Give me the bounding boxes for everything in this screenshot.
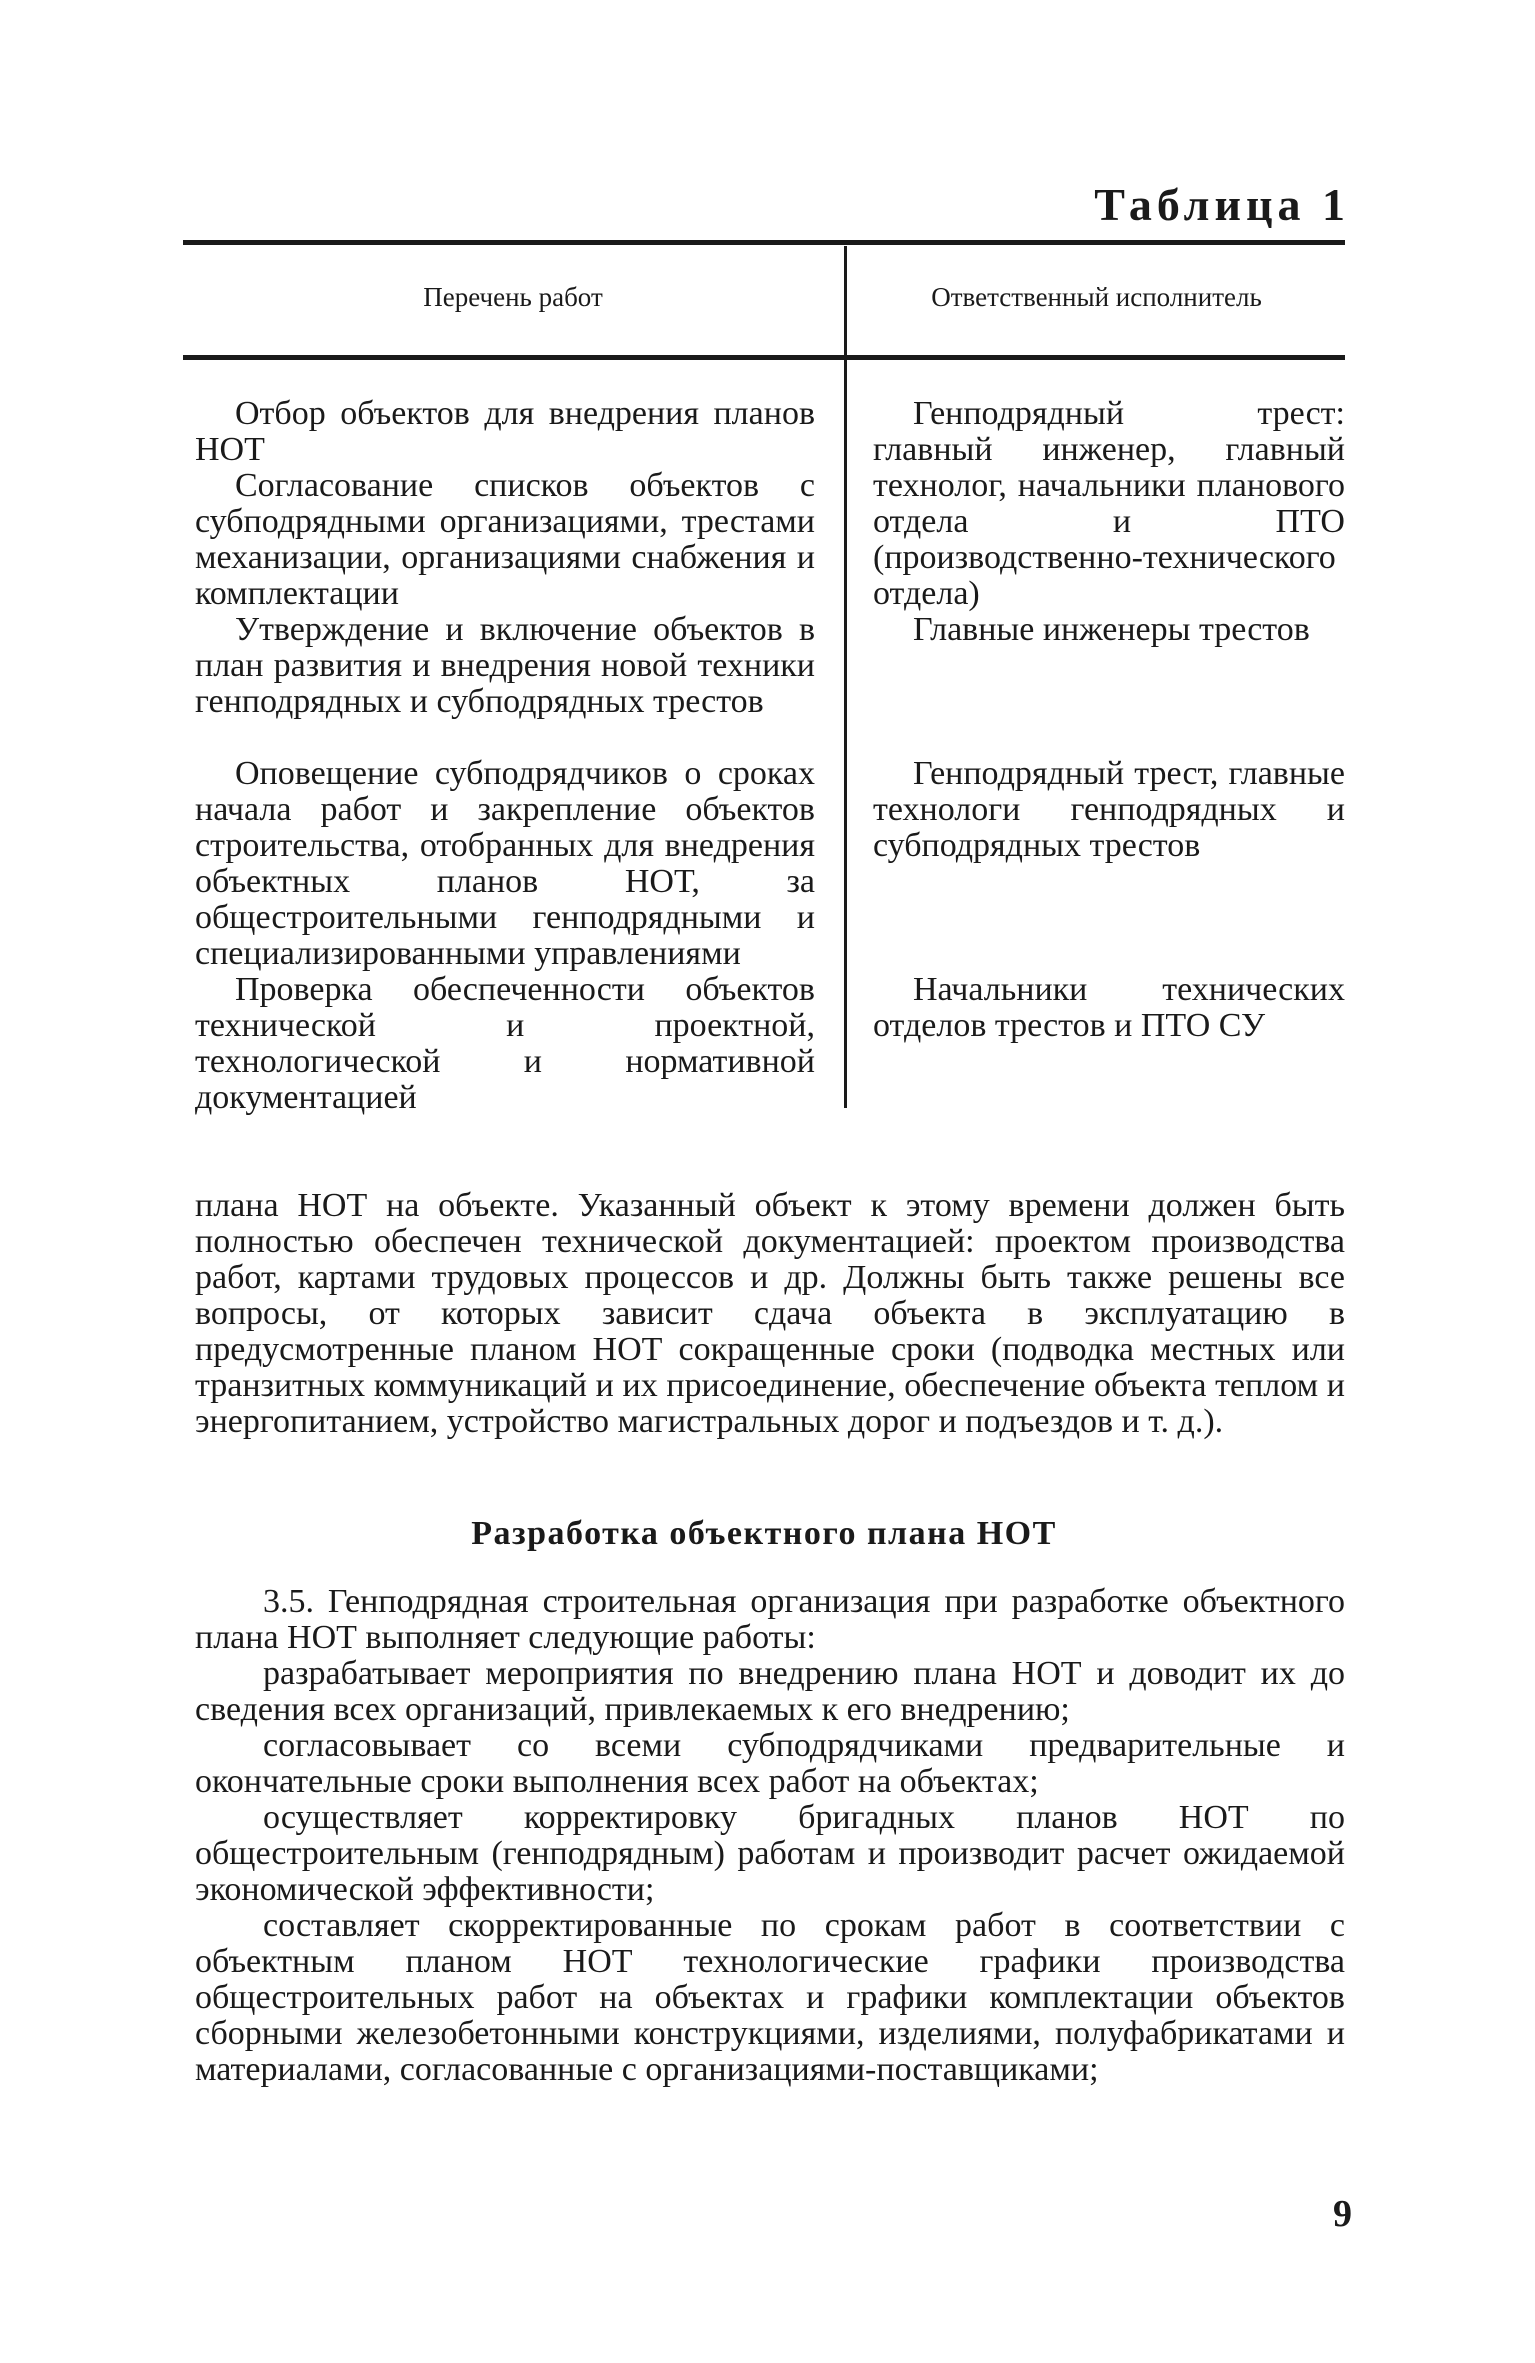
paragraph-item-3: осуществляет корректировку бригадных планов НОТ по общестроительным (генподрядным) работам и производит расчет ожидаемой экономической эффективности; [195, 1799, 1345, 1908]
section-body [195, 1584, 1345, 2088]
table-column-divider [844, 246, 847, 1108]
table-header-works: Перечень работ [423, 282, 603, 312]
paragraph-3-5: 3.5. Генподрядная строительная организация при разработке объектного плана НОТ выполняет следующие работы: [195, 1583, 1345, 1656]
paragraph-item-2: согласовывает со всеми субподрядчиками предварительные и окончательные сроки выполнения всех работ на объектах; [195, 1727, 1345, 1800]
table-caption: Таблица 1 [1094, 179, 1350, 230]
table-cell-work-1: Отбор объектов для внедрения планов НОТ [195, 395, 815, 468]
table-header-responsible: Ответственный исполнитель [931, 282, 1262, 312]
table-top-rule [183, 240, 1345, 245]
page-number: 9 [1333, 2193, 1352, 2235]
table-cell-responsible-5: Начальники технических отделов трестов и ПТО СУ [873, 971, 1345, 1044]
table-cell-work-2: Согласование списков объектов с субподрядными организациями, трестами механизации, организациями снабжения и комплектации [195, 467, 815, 612]
paragraph-item-1: разрабатывает мероприятия по внедрению плана НОТ и доводит их до сведения всех организаций, привлекаемых к его внедрению; [195, 1655, 1345, 1728]
table-cell-work-4: Оповещение субподрядчиков о сроках начала работ и закрепление объектов строительства, отобранных для внедрения объектных планов НОТ, за общестроительными генподрядными и специализированными управлениями [195, 755, 815, 972]
table-cell-work-3: Утверждение и включение объектов в план развития и внедрения новой техники генподрядных и субподрядных трестов [195, 611, 815, 720]
table-cell-responsible-3: Главные инженеры трестов [913, 611, 1310, 648]
table-cell-work-5: Проверка обеспеченности объектов технической и проектной, технологической и нормативной документацией [195, 971, 815, 1116]
section-heading: Разработка объектного плана НОТ [471, 1515, 1057, 1552]
continuation-paragraph: плана НОТ на объекте. Указанный объект к этому времени должен быть полностью обеспечен технической документацией: проектом производства работ, картами трудовых процессов и др. Должны быть также решены все вопросы, от которых зависит сдача объекта в эксплуатацию в предусмотренные планом НОТ сокращенные сроки (подводка местных или транзитных коммуникаций и их присоединение, обеспечение объекта теплом и энергопитанием, устройство магистральных дорог и подъездов и т. д.). [195, 1187, 1345, 1440]
table-header-rule [183, 355, 1345, 360]
paragraph-item-4: составляет скорректированные по срокам работ в соответствии с объектным планом НОТ технологические графики производства общестроительных работ на объектах и графики комплектации объектов сборными железобетонными конструкциями, изделиями, полуфабрикатами и материалами, согласованные с организациями-поставщиками; [195, 1907, 1345, 2088]
table-cell-responsible-4: Генподрядный трест, главные технологи генподрядных и субподрядных трестов [873, 755, 1345, 864]
table-cell-responsible-1: Генподрядный трест: главный инженер, главный технолог, начальники планового отдела и ПТО (производственно-технического отдела) [873, 395, 1345, 612]
